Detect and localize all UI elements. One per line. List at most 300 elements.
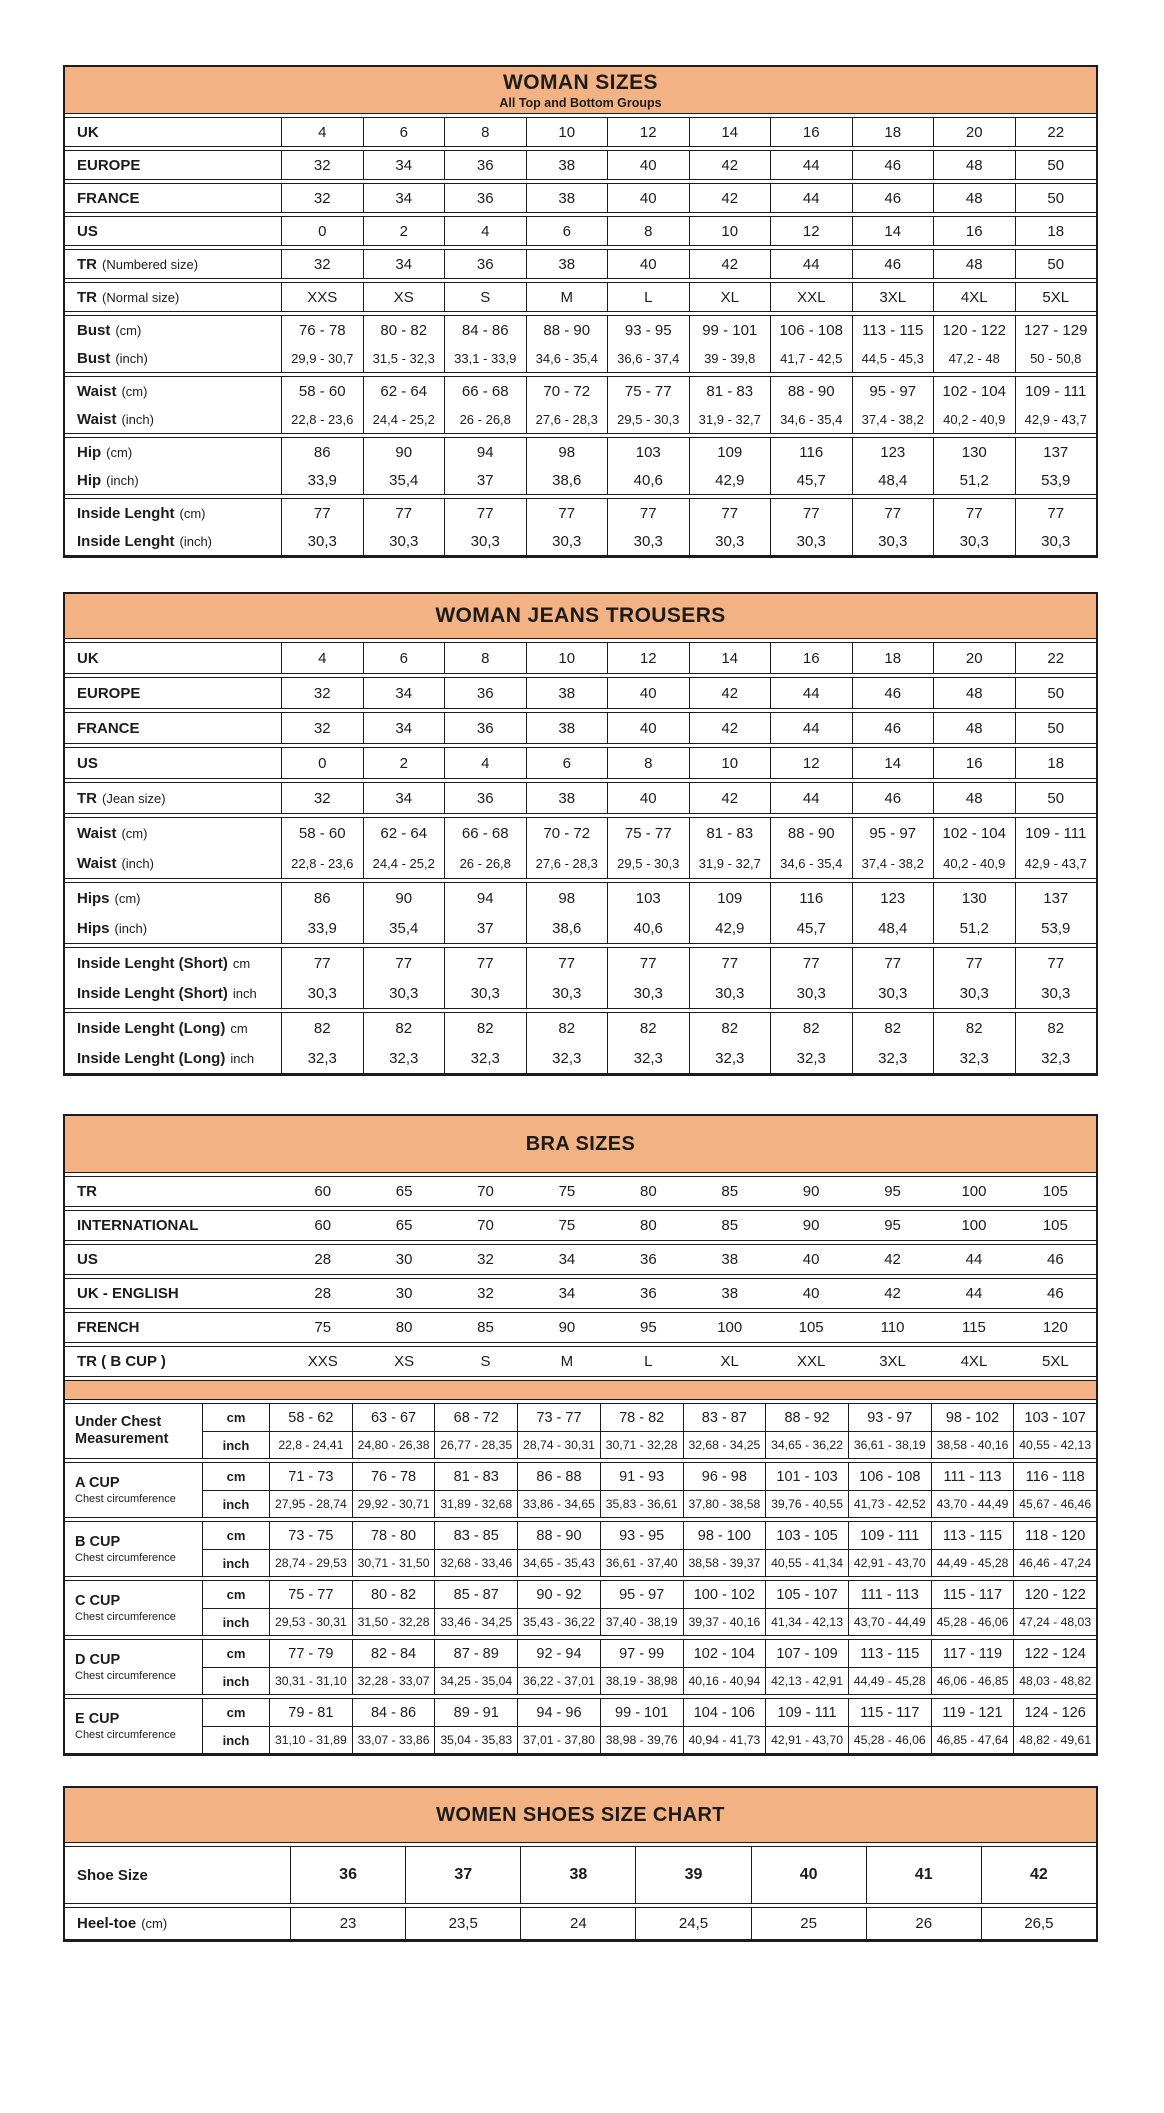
value-cell: 75 - 77 <box>288 1586 334 1603</box>
value-cell: 105 <box>798 1319 824 1336</box>
row-group <box>65 1907 1096 1940</box>
value-cell: 103 <box>607 438 689 466</box>
value-cell: 10 <box>689 217 771 245</box>
value-cell: 34 <box>363 783 445 813</box>
value-cell: 100 <box>961 1183 987 1200</box>
value-cell: 124 - 126 <box>1013 1699 1096 1726</box>
value-cell: 42 <box>884 1285 901 1302</box>
value-cell: 68 - 72 <box>434 1404 517 1431</box>
measurement-rows <box>203 1463 1096 1517</box>
value-cell: 40,55 - 41,34 <box>765 1550 848 1576</box>
value-cell: 36 <box>639 1285 657 1302</box>
row-label-text: FRANCE <box>77 719 140 737</box>
value-cell: 40 <box>607 184 689 212</box>
row-group <box>65 1244 1096 1275</box>
value-cell: 37,4 - 38,2 <box>852 848 934 878</box>
value-cell: 33,1 - 33,9 <box>444 344 526 372</box>
table-row <box>65 1347 1096 1376</box>
value-cell: 109 - 111 <box>848 1522 931 1549</box>
value-cell: 137 <box>1015 883 1097 913</box>
value-cell: 35,4 <box>363 466 445 494</box>
value-cell: 45,28 - 46,06 <box>848 1727 931 1753</box>
table-row <box>203 1581 1096 1608</box>
value-cell: 90 - 92 <box>517 1581 600 1608</box>
value-cell: 28,74 - 29,53 <box>274 1556 347 1570</box>
value-cell: 16 <box>770 643 852 673</box>
value-cell: 32,3 <box>770 1043 852 1073</box>
value-cell: 93 - 95 <box>607 316 689 344</box>
value-cell: 71 - 73 <box>288 1468 334 1485</box>
value-cell: 99 - 101 <box>689 316 771 344</box>
value-cell: 18 <box>1015 217 1097 245</box>
value-cell: 120 - 122 <box>933 316 1015 344</box>
value-cell: 48,4 <box>852 913 934 943</box>
value-cell: 44,49 - 45,28 <box>848 1668 931 1694</box>
value-cell: 4XL <box>960 1353 988 1370</box>
value-cell: 34,65 - 35,43 <box>517 1550 600 1576</box>
value-cell: 46 <box>852 713 934 743</box>
value-cell: XS <box>394 1353 415 1370</box>
value-cell: 116 - 118 <box>1013 1463 1096 1490</box>
value-cell: 30,3 <box>607 978 689 1008</box>
value-cell: 122 - 124 <box>1013 1640 1096 1667</box>
value-cell: 36 <box>444 678 526 708</box>
value-cell: 76 - 78 <box>298 321 346 339</box>
value-cell: 50 <box>1015 783 1097 813</box>
value-cell: 98 <box>526 438 608 466</box>
value-cell: 32 <box>313 189 331 207</box>
value-cell: 83 - 87 <box>683 1404 766 1431</box>
value-cell: 88 - 90 <box>517 1522 600 1549</box>
value-cell: 40 <box>607 250 689 278</box>
row-label <box>65 344 282 372</box>
row-label <box>65 913 282 943</box>
row-label <box>65 151 282 179</box>
value-cell: 137 <box>1015 438 1097 466</box>
value-cell: 29,53 - 30,31 <box>274 1615 347 1629</box>
value-cell: 43,70 - 44,49 <box>931 1491 1014 1517</box>
row-label-text: EUROPE <box>77 156 141 174</box>
value-cell: 27,95 - 28,74 <box>274 1497 347 1511</box>
value-cell: 42,91 - 43,70 <box>765 1727 848 1753</box>
value-cell: 34 <box>363 713 445 743</box>
row-label-note: (Normal size) <box>102 289 180 305</box>
value-cell: 40,2 - 40,9 <box>933 405 1015 433</box>
value-cell: 30 <box>395 1251 413 1268</box>
value-cell: 85 <box>477 1319 494 1336</box>
row-label <box>65 1908 291 1939</box>
row-label-note: (cm) <box>121 825 148 841</box>
value-cell: 38,98 - 39,76 <box>600 1727 683 1753</box>
unit-cell: inch <box>203 1432 270 1458</box>
value-cell: 38 <box>721 1285 739 1302</box>
value-cell: 77 <box>526 499 608 527</box>
value-cell: 48 <box>933 184 1015 212</box>
row-label <box>65 466 282 494</box>
row-label <box>65 1640 203 1694</box>
value-cell: XL <box>720 1353 739 1370</box>
value-cell: 102 - 104 <box>683 1640 766 1667</box>
woman-jeans-trousers-table <box>63 592 1098 1076</box>
row-label-note: (cm) <box>141 1916 168 1931</box>
value-cell: 44 <box>965 1285 983 1302</box>
value-cell: 4XL <box>933 283 1015 311</box>
row-label <box>65 1245 282 1274</box>
row-group <box>65 677 1096 709</box>
table-row <box>203 1699 1096 1726</box>
row-label-text: US <box>77 754 98 772</box>
value-cell: 95 <box>884 1217 901 1234</box>
value-cell: 12 <box>607 643 689 673</box>
unit-cell: cm <box>203 1404 270 1431</box>
value-cell: 32,3 <box>933 1043 1015 1073</box>
value-cell: 42,9 <box>689 466 771 494</box>
row-label-text: Shoe Size <box>77 1866 148 1884</box>
value-cell: 77 <box>933 499 1015 527</box>
unit-cell: inch <box>203 1609 270 1635</box>
value-cell: 90 <box>802 1217 820 1234</box>
value-cell: 82 <box>607 1013 689 1043</box>
measurement-rows <box>203 1522 1096 1576</box>
row-label-text: Hips <box>77 919 110 937</box>
value-cell: 77 <box>607 948 689 978</box>
value-cell: 22,8 - 23,6 <box>291 411 354 427</box>
table-row <box>65 1908 1096 1939</box>
table-row <box>65 848 1096 878</box>
row-label <box>65 848 282 878</box>
row-group <box>65 315 1096 373</box>
value-cell: 29,9 - 30,7 <box>291 350 354 366</box>
value-cell: 40,2 - 40,9 <box>933 848 1015 878</box>
value-cell: 88 - 90 <box>526 316 608 344</box>
unit-cell: inch <box>203 1727 270 1753</box>
value-cell: 50 <box>1015 184 1097 212</box>
row-group <box>65 376 1096 434</box>
row-label <box>65 1581 203 1635</box>
unit-cell: cm <box>203 1581 270 1608</box>
value-cell: 50 <box>1015 250 1097 278</box>
value-cell: 73 - 75 <box>288 1527 334 1544</box>
value-cell: 36 <box>444 713 526 743</box>
row-label <box>65 1847 291 1903</box>
value-cell: 36,6 - 37,4 <box>607 344 689 372</box>
value-cell: 31,89 - 32,68 <box>434 1491 517 1517</box>
value-cell: 38 <box>526 184 608 212</box>
value-cell: 40 <box>607 713 689 743</box>
value-cell: 30,3 <box>1015 978 1097 1008</box>
value-cell: 70 <box>477 1217 494 1234</box>
row-label <box>65 1404 203 1458</box>
value-cell: 46 <box>852 678 934 708</box>
value-cell: 83 - 85 <box>434 1522 517 1549</box>
value-cell: 105 <box>1042 1217 1068 1234</box>
table-title: WOMAN JEANS TROUSERS <box>435 604 726 627</box>
value-cell: 44 <box>770 783 852 813</box>
value-cell: 44,5 - 45,3 <box>852 344 934 372</box>
row-label <box>65 1463 203 1517</box>
row-label-text: US <box>77 222 98 240</box>
value-cell: 66 - 68 <box>444 377 526 405</box>
value-cell: 38 <box>721 1251 739 1268</box>
value-cell: XXL <box>770 283 852 311</box>
value-cell: 23 <box>339 1915 357 1932</box>
value-cell: M <box>560 1353 574 1370</box>
value-cell: 48 <box>933 250 1015 278</box>
value-cell: 85 <box>721 1217 739 1234</box>
row-label-text: Hip <box>77 443 102 461</box>
value-cell: 115 - 117 <box>931 1581 1014 1608</box>
row-label <box>65 405 282 433</box>
row-group <box>65 437 1096 495</box>
value-cell: 44 <box>770 250 852 278</box>
value-cell: 98 - 102 <box>931 1404 1014 1431</box>
value-cell: 86 - 88 <box>517 1463 600 1490</box>
value-cell: 34,25 - 35,04 <box>434 1668 517 1694</box>
value-cell: 101 - 103 <box>765 1463 848 1490</box>
value-cell: 32,28 - 33,07 <box>352 1668 435 1694</box>
value-cell: 34 <box>363 184 445 212</box>
row-label-note: (Numbered size) <box>102 256 199 272</box>
value-cell: 30,31 - 31,10 <box>274 1674 347 1688</box>
value-cell: 29,5 - 30,3 <box>607 405 689 433</box>
row-label-note: (inch) <box>121 855 154 871</box>
row-label-text: Heel-toe <box>77 1915 137 1932</box>
value-cell: 77 <box>770 948 852 978</box>
value-cell: 109 - 111 <box>1015 818 1097 848</box>
value-cell: 30,3 <box>444 978 526 1008</box>
value-cell: 82 <box>444 1013 526 1043</box>
table-row <box>65 499 1096 527</box>
value-cell: 38,19 - 38,98 <box>600 1668 683 1694</box>
value-cell: 2 <box>363 217 445 245</box>
table-header <box>65 1116 1096 1173</box>
value-cell: 46,06 - 46,85 <box>931 1668 1014 1694</box>
value-cell: 16 <box>933 217 1015 245</box>
measurement-rows <box>203 1699 1096 1753</box>
value-cell: S <box>480 1353 491 1370</box>
value-cell: 39,76 - 40,55 <box>765 1491 848 1517</box>
row-group <box>65 498 1096 556</box>
value-cell: 103 <box>607 883 689 913</box>
row-label <box>65 184 282 212</box>
value-cell: 77 <box>852 948 934 978</box>
value-cell: 38 <box>526 250 608 278</box>
row-label-note: Chest circumference <box>75 1551 176 1564</box>
value-cell: 82 <box>933 1013 1015 1043</box>
row-group <box>65 817 1096 879</box>
value-cell: 36 <box>444 151 526 179</box>
row-label <box>65 283 282 311</box>
table-row <box>65 438 1096 466</box>
row-group <box>65 150 1096 180</box>
value-cell: 42,9 - 43,7 <box>1015 848 1097 878</box>
value-cell: 90 <box>363 883 445 913</box>
value-cell: L <box>644 1353 653 1370</box>
value-cell: 27,6 - 28,3 <box>526 848 608 878</box>
table-row <box>65 1211 1096 1240</box>
value-cell: 50 - 50,8 <box>1015 344 1097 372</box>
value-cell: 107 - 109 <box>765 1640 848 1667</box>
value-cell: 12 <box>770 217 852 245</box>
row-label <box>65 118 282 146</box>
value-cell: 33,46 - 34,25 <box>434 1609 517 1635</box>
value-cell: 14 <box>689 643 771 673</box>
value-cell: 115 <box>961 1319 986 1336</box>
row-label <box>65 883 282 913</box>
value-cell: 37 <box>405 1847 520 1903</box>
table-row <box>203 1608 1096 1635</box>
value-cell: 77 <box>1015 499 1097 527</box>
value-cell: 84 - 86 <box>444 316 526 344</box>
table-row <box>65 818 1096 848</box>
value-cell: 77 <box>363 499 445 527</box>
value-cell: 77 <box>363 948 445 978</box>
measurement-group <box>65 1403 1096 1459</box>
value-cell: 119 - 121 <box>931 1699 1014 1726</box>
value-cell: 6 <box>526 217 608 245</box>
measurement-rows <box>203 1581 1096 1635</box>
row-group <box>65 1346 1096 1377</box>
value-cell: 93 - 97 <box>848 1404 931 1431</box>
value-cell: 38 <box>526 783 608 813</box>
value-cell: 81 - 83 <box>434 1463 517 1490</box>
row-label-note: cm <box>230 1020 248 1036</box>
row-label <box>65 499 282 527</box>
unit-cell: inch <box>203 1668 270 1694</box>
value-cell: 34 <box>558 1285 576 1302</box>
row-label-text: Under Chest Measurement <box>75 1414 169 1447</box>
value-cell: 130 <box>933 883 1015 913</box>
value-cell: 82 <box>1015 1013 1097 1043</box>
value-cell: 0 <box>318 222 327 240</box>
value-cell: 34 <box>363 250 445 278</box>
row-label <box>65 713 282 743</box>
row-label-text: UK <box>77 123 99 141</box>
row-label <box>65 1177 282 1206</box>
value-cell: 40,94 - 41,73 <box>683 1727 766 1753</box>
table-row <box>65 1279 1096 1308</box>
value-cell: 12 <box>607 118 689 146</box>
value-cell: 37,01 - 37,80 <box>517 1727 600 1753</box>
value-cell: L <box>607 283 689 311</box>
value-cell: 14 <box>852 217 934 245</box>
value-cell: 95 <box>884 1183 901 1200</box>
row-label-note: (cm) <box>115 322 142 338</box>
value-cell: 32 <box>313 156 331 174</box>
row-label <box>65 1279 282 1308</box>
row-label <box>65 217 282 245</box>
value-cell: 117 - 119 <box>931 1640 1014 1667</box>
value-cell: 42,91 - 43,70 <box>848 1550 931 1576</box>
value-cell: 103 - 107 <box>1013 1404 1096 1431</box>
value-cell: 34,65 - 36,22 <box>765 1432 848 1458</box>
value-cell: 70 - 72 <box>526 818 608 848</box>
value-cell: 47,2 - 48 <box>933 344 1015 372</box>
row-group <box>65 1176 1096 1207</box>
value-cell: 53,9 <box>1015 466 1097 494</box>
row-group <box>65 1846 1096 1904</box>
table-row <box>203 1404 1096 1431</box>
table-title: BRA SIZES <box>525 1132 636 1155</box>
value-cell: 20 <box>933 643 1015 673</box>
value-cell: 41,73 - 42,52 <box>848 1491 931 1517</box>
value-cell: 16 <box>770 118 852 146</box>
value-cell: 30,71 - 32,28 <box>600 1432 683 1458</box>
value-cell: 30,3 <box>444 527 526 555</box>
value-cell: 80 <box>395 1319 413 1336</box>
row-label-text: TR <box>77 288 97 306</box>
value-cell: 27,6 - 28,3 <box>526 405 608 433</box>
value-cell: 82 - 84 <box>352 1640 435 1667</box>
value-cell: 91 - 93 <box>600 1463 683 1490</box>
table-row <box>65 948 1096 978</box>
measurement-rows <box>203 1404 1096 1458</box>
value-cell: 44 <box>770 184 852 212</box>
value-cell: XXL <box>796 1353 826 1370</box>
value-cell: 32 <box>313 719 331 737</box>
value-cell: 26 - 26,8 <box>444 848 526 878</box>
row-label-text: FRANCE <box>77 189 140 207</box>
value-cell: 65 <box>395 1217 413 1234</box>
row-label <box>65 1013 282 1043</box>
value-cell: 30,3 <box>770 978 852 1008</box>
value-cell: 46 <box>852 250 934 278</box>
value-cell: 24 <box>520 1908 635 1939</box>
table-row <box>65 283 1096 311</box>
value-cell: 40 <box>751 1847 866 1903</box>
value-cell: XS <box>363 283 445 311</box>
value-cell: 88 - 90 <box>770 818 852 848</box>
value-cell: 5XL <box>1015 283 1097 311</box>
value-cell: 48 <box>933 678 1015 708</box>
value-cell: 32,3 <box>607 1043 689 1073</box>
value-cell: 99 - 101 <box>600 1699 683 1726</box>
table-row <box>65 678 1096 708</box>
row-label-note: (inch) <box>114 920 148 936</box>
value-cell: 73 - 77 <box>517 1404 600 1431</box>
value-cell: 48 <box>933 783 1015 813</box>
row-label-note: cm <box>232 955 251 971</box>
value-cell: 29,92 - 30,71 <box>352 1491 435 1517</box>
value-cell: S <box>444 283 526 311</box>
table-row <box>65 405 1096 433</box>
value-cell: 96 - 98 <box>683 1463 766 1490</box>
value-cell: 24,5 <box>635 1908 750 1939</box>
row-group <box>65 117 1096 147</box>
row-label <box>65 377 282 405</box>
value-cell: 8 <box>607 217 689 245</box>
value-cell: 77 <box>770 499 852 527</box>
value-cell: 77 <box>313 504 331 522</box>
value-cell: 24,80 - 26,38 <box>352 1432 435 1458</box>
value-cell: 77 - 79 <box>288 1645 334 1662</box>
value-cell: 48 <box>933 713 1015 743</box>
row-label-note: (inch) <box>106 472 139 488</box>
value-cell: 109 <box>689 438 771 466</box>
value-cell: 75 <box>558 1217 576 1234</box>
table-row <box>65 1847 1096 1903</box>
row-label-text: Inside Lenght (Short) <box>77 954 228 972</box>
value-cell: 39 - 39,8 <box>689 344 771 372</box>
value-cell: 40,55 - 42,13 <box>1013 1432 1096 1458</box>
value-cell: 60 <box>314 1217 332 1234</box>
value-cell: 33,07 - 33,86 <box>352 1727 435 1753</box>
table-row <box>203 1463 1096 1490</box>
value-cell: 16 <box>933 748 1015 778</box>
measurement-group <box>65 1698 1096 1754</box>
value-cell: 58 - 62 <box>288 1409 334 1426</box>
table-title: WOMAN SIZES <box>503 70 658 94</box>
